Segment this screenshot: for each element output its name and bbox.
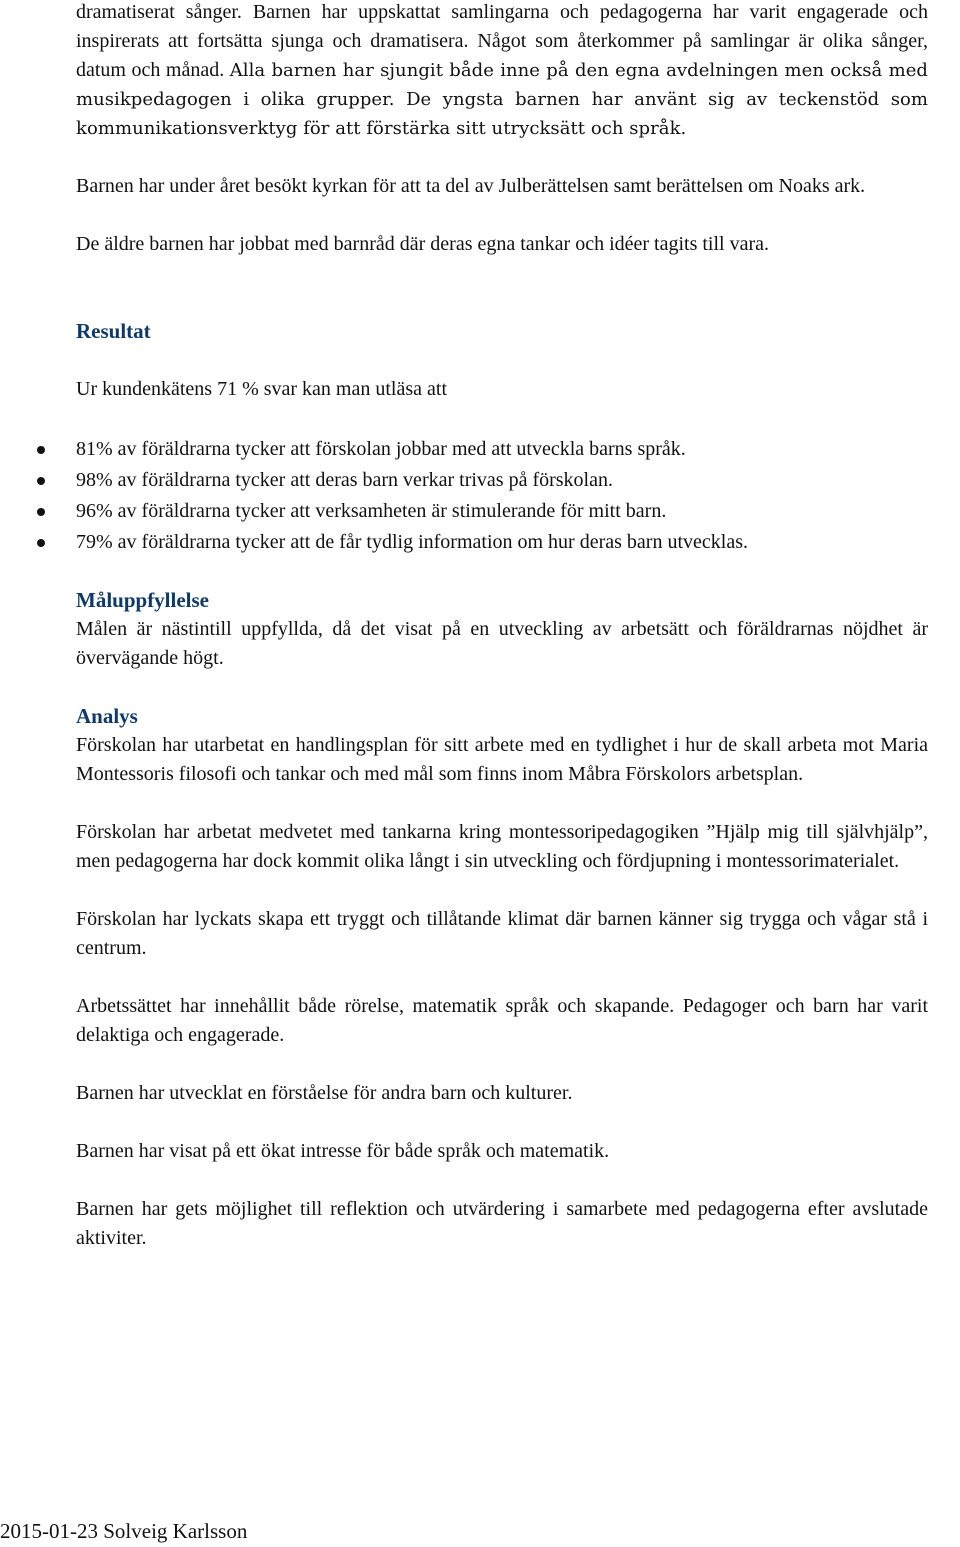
bullet-icon	[37, 539, 45, 547]
list-item	[76, 528, 928, 557]
analys-paragraph-3: Förskolan har lyckats skapa ett tryggt och tillåtande klimat där barnen känner sig trygga och vågar stå i centrum.	[76, 908, 928, 959]
analys-heading: Analys	[76, 704, 138, 728]
analys-paragraph-2: Förskolan har arbetat medvetet med tankarna kring montessoripedagogiken ”Hjälp mig till självhjälp”, men pedagogerna har dock kommit olika långt i sin utveckling och fördjupning i montessorimaterialet.	[76, 821, 928, 872]
list-item-text: 79% av föräldrarna tycker att de får tydlig information om hur deras barn utvecklas.	[76, 531, 748, 553]
page-footer: 2015-01-23 Solveig Karlsson	[0, 1519, 248, 1543]
bullet-icon	[37, 477, 45, 485]
list-item-text: 98% av föräldrarna tycker att deras barn verkar trivas på förskolan.	[76, 469, 613, 491]
bullet-icon	[37, 508, 45, 516]
resultat-list	[76, 435, 928, 557]
list-item	[76, 497, 928, 526]
intro-text-1: dramatiserat sånger. Barnen har uppskattat samlingarna och pedagogerna har varit engagerade och inspirerats att fortsätta sjunga och dramatisera. Något som återkommer på samlingar är olika sånger, datum och månad.	[76, 1, 928, 81]
analys-paragraph-1: Förskolan har utarbetat en handlingsplan för sitt arbete med en tydlighet i hur de skall arbeta mot Maria Montessoris filosofi och tankar och med mål som finns inom Måbra Förskolors arbetsplan.	[76, 734, 928, 785]
bullet-icon	[37, 446, 45, 454]
analys-paragraph-5: Barnen har utvecklat en förståelse för andra barn och kulturer.	[76, 1082, 573, 1104]
maluppfyllelse-heading: Måluppfyllelse	[76, 588, 210, 612]
resultat-lead: Ur kundenkätens 71 % svar kan man utläsa att	[76, 378, 448, 400]
list-item	[76, 435, 928, 464]
church-paragraph: Barnen har under året besökt kyrkan för att ta del av Julberättelsen samt berättelsen om Noaks ark.	[76, 175, 866, 197]
analys-paragraph-7: Barnen har gets möjlighet till reflektion och utvärdering i samarbete med pedagogerna efter avslutade aktiviter.	[76, 1198, 928, 1249]
analys-paragraph-6: Barnen har visat på ett ökat intresse för både språk och matematik.	[76, 1140, 610, 1162]
list-item-text: 96% av föräldrarna tycker att verksamheten är stimulerande för mitt barn.	[76, 500, 667, 522]
intro-paragraph	[76, 0, 928, 143]
maluppfyllelse-text: Målen är nästintill uppfyllda, då det visat på en utveckling av arbetsätt och föräldrarnas nöjdhet är övervägande högt.	[76, 618, 928, 669]
resultat-heading: Resultat	[76, 319, 151, 343]
barnrad-paragraph: De äldre barnen har jobbat med barnråd där deras egna tankar och idéer tagits till vara.	[76, 233, 770, 255]
list-item-text: 81% av föräldrarna tycker att förskolan jobbar med att utveckla barns språk.	[76, 438, 686, 460]
intro-text-2: Alla barnen har sjungit både inne på den egna avdelningen men också med musikpedagogen i olika grupper. De yngsta barnen har använt sig av teckenstöd som kommunikationsverktyg för att förstärka sitt utrycksätt och språk.	[76, 60, 928, 139]
document-page	[76, 0, 928, 1253]
analys-paragraph-4: Arbetssättet har innehållit både rörelse, matematik språk och skapande. Pedagoger och barn har varit delaktiga och engagerade.	[76, 995, 928, 1046]
list-item	[76, 466, 928, 495]
